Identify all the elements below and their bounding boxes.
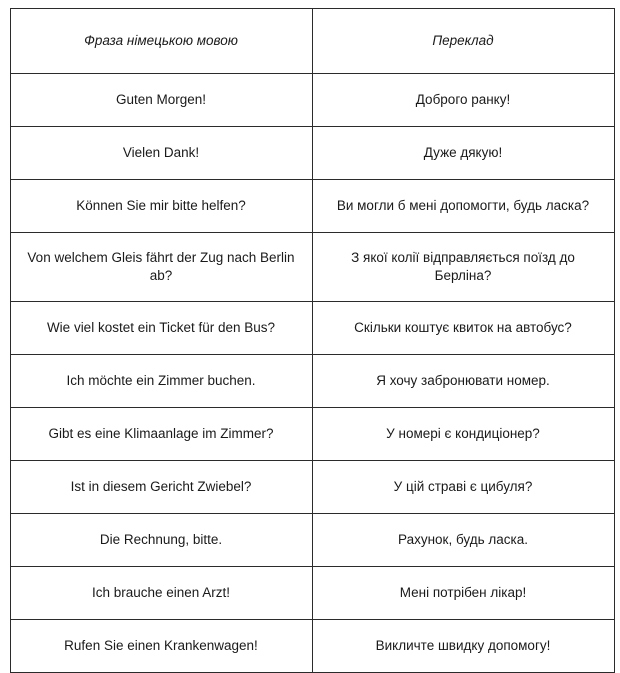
- cell-source: Von welchem Gleis fährt der Zug nach Berlin ab?: [10, 233, 312, 302]
- table-row: [10, 355, 614, 408]
- cell-translation: Рахунок, будь ласка.: [312, 514, 614, 567]
- table-row: [10, 233, 614, 302]
- phrase-table: [10, 8, 615, 673]
- cell-source: Wie viel kostet ein Ticket für den Bus?: [10, 302, 312, 355]
- column-header-source: Фраза німецькою мовою: [10, 9, 312, 74]
- cell-source: Vielen Dank!: [10, 127, 312, 180]
- cell-source: Ich möchte ein Zimmer buchen.: [10, 355, 312, 408]
- cell-source: Ich brauche einen Arzt!: [10, 567, 312, 620]
- table-row: [10, 180, 614, 233]
- table-row: [10, 127, 614, 180]
- table-header: [10, 9, 614, 74]
- cell-translation: Мені потрібен лікар!: [312, 567, 614, 620]
- table-row: [10, 514, 614, 567]
- cell-source: Guten Morgen!: [10, 74, 312, 127]
- cell-source: Rufen Sie einen Krankenwagen!: [10, 620, 312, 673]
- table-row: [10, 461, 614, 514]
- cell-translation: Доброго ранку!: [312, 74, 614, 127]
- cell-source: Ist in diesem Gericht Zwiebel?: [10, 461, 312, 514]
- table-row: [10, 74, 614, 127]
- table-row: [10, 620, 614, 673]
- cell-source: Können Sie mir bitte helfen?: [10, 180, 312, 233]
- cell-translation: Скільки коштує квиток на автобус?: [312, 302, 614, 355]
- cell-translation: Викличте швидку допомогу!: [312, 620, 614, 673]
- cell-translation: У номері є кондиціонер?: [312, 408, 614, 461]
- table-header-row: [10, 9, 614, 74]
- cell-source: Die Rechnung, bitte.: [10, 514, 312, 567]
- cell-translation: У цій страві є цибуля?: [312, 461, 614, 514]
- table-body: [10, 74, 614, 673]
- cell-translation: З якої колії відправляється поїзд до Берліна?: [312, 233, 614, 302]
- table-row: [10, 302, 614, 355]
- table-row: [10, 408, 614, 461]
- table-row: [10, 567, 614, 620]
- column-header-translation: Переклад: [312, 9, 614, 74]
- cell-source: Gibt es eine Klimaanlage im Zimmer?: [10, 408, 312, 461]
- cell-translation: Ви могли б мені допомогти, будь ласка?: [312, 180, 614, 233]
- cell-translation: Дуже дякую!: [312, 127, 614, 180]
- cell-translation: Я хочу забронювати номер.: [312, 355, 614, 408]
